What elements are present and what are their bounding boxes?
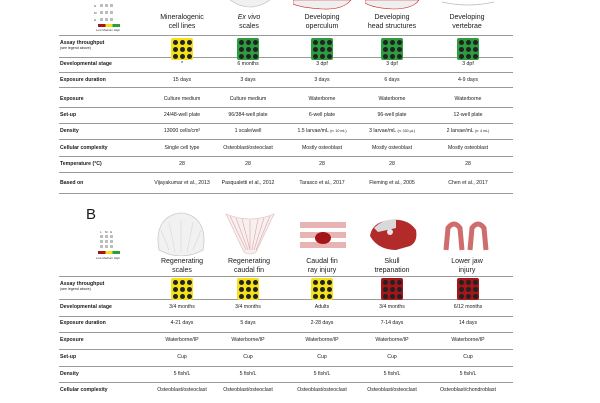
cell: Mostly osteoblast [301, 145, 343, 151]
well-dot [397, 287, 402, 292]
cell: 28 [389, 161, 395, 167]
cell: Waterborne [378, 96, 406, 102]
cell: 14 days [458, 320, 478, 326]
well-dot [390, 287, 395, 292]
well-dot [187, 280, 192, 285]
col-a2-title: Ex vivo scales [237, 14, 261, 30]
cell: Cup [317, 354, 327, 360]
well-dot [466, 47, 471, 52]
legend-b-label-m: M [105, 230, 108, 234]
well-dot [313, 54, 318, 59]
cell: Chen et al., 2017 [448, 180, 488, 186]
col-a3-title: Developing operculum [304, 14, 340, 30]
cell: Cup [177, 354, 187, 360]
row-label: Assay throughput (see legend above) [60, 281, 105, 291]
legend-a-label-h: H [94, 18, 97, 22]
well-dot [253, 54, 258, 59]
cell: * [180, 61, 184, 67]
well-dot [473, 287, 478, 292]
cell: 6-well plate [308, 112, 336, 118]
well-dot [397, 294, 402, 299]
cell: 3 larvae/mL (n: 330 µL) [369, 128, 415, 134]
cell: 5 fish/L [459, 371, 477, 377]
cell: 3 days [314, 77, 330, 83]
cell: 3/4 months [169, 304, 195, 310]
row-label: Exposure duration [60, 320, 106, 326]
cell: 6 days [384, 77, 400, 83]
assay-grid-green [381, 38, 403, 60]
col-b4-title: Skull trepanation [374, 258, 410, 274]
well-dot [313, 280, 318, 285]
legend-a [94, 2, 134, 32]
assay-grid-yellow [171, 278, 193, 300]
row-label: Developmental stage [60, 61, 112, 67]
well-dot [239, 287, 244, 292]
cell: 15 days [172, 77, 192, 83]
cell: 13000 cells/cm² [163, 128, 201, 134]
cell: Osteoblast/osteoclast [223, 145, 273, 151]
well-dot [246, 294, 251, 299]
well-dot [397, 47, 402, 52]
well-dot [390, 280, 395, 285]
cell: 5 days [240, 320, 256, 326]
well-dot [173, 40, 178, 45]
assay-grid-darkred [457, 278, 479, 300]
well-dot [246, 54, 251, 59]
cell: Tarasco et al., 2017 [299, 180, 345, 186]
well-dot [466, 40, 471, 45]
cell: 3 dpf [386, 61, 398, 67]
well-dot [313, 294, 318, 299]
well-dot [173, 294, 178, 299]
well-dot [313, 40, 318, 45]
cell: Waterborne [308, 96, 336, 102]
well-dot [459, 280, 464, 285]
cell: 96-well plate [377, 112, 407, 118]
cell: Culture medium [229, 96, 267, 102]
col-a4-title: Developing head structures [367, 14, 417, 30]
well-dot [253, 294, 258, 299]
well-dot [397, 40, 402, 45]
well-dot [187, 287, 192, 292]
row-label: Set-up [60, 354, 77, 360]
row-label: Exposure duration [60, 77, 106, 83]
well-dot [327, 54, 332, 59]
cell: 3 dpf [462, 61, 474, 67]
cell: Waterborne/IP [231, 337, 265, 343]
well-dot [187, 47, 192, 52]
section-a [0, 0, 600, 200]
cell: 6 months [237, 61, 259, 67]
well-dot [180, 294, 185, 299]
well-dot [459, 54, 464, 59]
well-dot [466, 280, 471, 285]
well-dot [459, 287, 464, 292]
legend-b-label-l: L [100, 230, 102, 234]
cell: 5 fish/L [383, 371, 401, 377]
well-dot [320, 280, 325, 285]
assay-grid-yellow [237, 278, 259, 300]
larva-head-icon [365, 0, 421, 12]
row-label: Temperature (°C) [60, 161, 102, 167]
well-dot [459, 294, 464, 299]
well-dot [253, 280, 258, 285]
cell: 28 [245, 161, 251, 167]
cell: 5 fish/L [313, 371, 331, 377]
well-dot [313, 47, 318, 52]
well-dot [327, 40, 332, 45]
well-dot [327, 287, 332, 292]
cell: Waterborne [454, 96, 482, 102]
row-label: Density [60, 371, 79, 377]
well-dot [390, 40, 395, 45]
cell: 3/4 months [235, 304, 261, 310]
row-label: Density [60, 128, 79, 134]
cell: 5 fish/L [173, 371, 191, 377]
well-dot [397, 54, 402, 59]
row-label: Cellular complexity [60, 387, 108, 393]
row-label: Exposure [60, 337, 84, 343]
well-dot [397, 280, 402, 285]
well-dot [187, 40, 192, 45]
well-dot [473, 47, 478, 52]
fin-ray-icon [298, 218, 348, 252]
cell: Pasqualetti et al., 2012 [221, 180, 275, 186]
legend-b-colorbar [98, 251, 120, 254]
row-label: Developmental stage [60, 304, 112, 310]
well-dot [320, 40, 325, 45]
well-dot [313, 287, 318, 292]
jaw-icon [440, 218, 492, 254]
cell: Mostly osteoblast [371, 145, 413, 151]
cell: 3/4 months [379, 304, 405, 310]
well-dot [383, 47, 388, 52]
legend-a-label-s: S [94, 4, 97, 8]
row-label: Cellular complexity [60, 145, 108, 151]
well-dot [473, 280, 478, 285]
row-label: Assay throughput (see legend above) [60, 40, 105, 50]
well-dot [180, 287, 185, 292]
cell: Fleming et al., 2005 [369, 180, 415, 186]
well-dot [383, 294, 388, 299]
cell: 28 [319, 161, 325, 167]
caudal-fin-icon [222, 210, 278, 256]
well-dot [173, 54, 178, 59]
well-dot [459, 47, 464, 52]
cell: 4-9 days [458, 77, 478, 83]
assay-grid-darkred [381, 278, 403, 300]
cell: 12-well plate [453, 112, 483, 118]
col-b5-title: Lower jaw injury [451, 258, 483, 274]
well-dot [473, 40, 478, 45]
well-dot [180, 40, 185, 45]
cell: Waterborne/IP [165, 337, 199, 343]
cell: Waterborne/IP [375, 337, 409, 343]
legend-b-scale: Low Medium High [96, 256, 121, 260]
well-dot [239, 54, 244, 59]
well-dot [320, 294, 325, 299]
cell: Cup [243, 354, 253, 360]
cell: 4-21 days [170, 320, 194, 326]
well-dot [253, 47, 258, 52]
legend-a-label-m: M [94, 11, 97, 15]
legend-b [94, 230, 134, 264]
well-dot [246, 47, 251, 52]
cell: Adults [314, 304, 330, 310]
cell: 6/12 months [453, 304, 483, 310]
cell: Waterborne/IP [305, 337, 339, 343]
skull-icon [366, 214, 420, 254]
well-dot [390, 294, 395, 299]
col-b3-title: Caudal fin ray injury [306, 258, 338, 274]
scale-icon [228, 0, 272, 10]
well-dot [173, 287, 178, 292]
col-b1-title: Regenerating scales [160, 258, 204, 274]
cell: 2 larvae/mL (n: 4 mL) [446, 128, 490, 134]
well-dot [180, 280, 185, 285]
cell: Osteoblast/osteoclast [223, 387, 273, 393]
well-dot [473, 54, 478, 59]
legend-a-scale: Low Medium High [96, 28, 121, 32]
cell: Waterborne/IP [451, 337, 485, 343]
legend-b-label-h: H [110, 230, 113, 234]
assay-grid-yellow [311, 278, 333, 300]
well-dot [187, 294, 192, 299]
cell: 28 [465, 161, 471, 167]
well-dot [246, 280, 251, 285]
well-dot [239, 40, 244, 45]
cell: Osteoblast/osteoclast [367, 387, 417, 393]
assay-grid-green [237, 38, 259, 60]
section-b [0, 200, 600, 403]
cell: Osteoblast/osteoclast [297, 387, 347, 393]
well-dot [383, 54, 388, 59]
cell: 96/384-well plate [228, 112, 268, 118]
cell: Vijayakumar et al., 2013 [154, 180, 210, 186]
well-dot [320, 47, 325, 52]
well-dot [180, 54, 185, 59]
well-dot [173, 47, 178, 52]
cell: Cup [463, 354, 473, 360]
well-dot [383, 287, 388, 292]
cell: Mostly osteoblast [447, 145, 489, 151]
cell: 7-14 days [380, 320, 404, 326]
cell: 24/48-well plate [163, 112, 201, 118]
col-a5-title: Developing vertebrae [449, 14, 485, 30]
well-dot [327, 280, 332, 285]
assay-grid-green [457, 38, 479, 60]
well-dot [390, 54, 395, 59]
col-a1-title: Mineralogenic cell lines [160, 14, 204, 30]
row-label: Set-up [60, 112, 77, 118]
well-dot [466, 294, 471, 299]
well-dot [253, 40, 258, 45]
cell: Osteoblast/chondroblast [440, 387, 496, 393]
cell: Single cell type [164, 145, 200, 151]
well-dot [466, 54, 471, 59]
cell: Culture medium [163, 96, 201, 102]
cell: 28 [179, 161, 185, 167]
well-dot [466, 287, 471, 292]
well-dot [180, 47, 185, 52]
well-dot [246, 287, 251, 292]
well-dot [320, 287, 325, 292]
section-b-letter: B [86, 206, 97, 223]
row-label: Exposure [60, 96, 84, 102]
legend-a-colorbar [98, 24, 120, 27]
cell: Cup [387, 354, 397, 360]
well-dot [320, 54, 325, 59]
col-b2-title: Regenerating caudal fin [227, 258, 271, 274]
well-dot [327, 294, 332, 299]
well-dot [327, 47, 332, 52]
well-dot [187, 54, 192, 59]
well-dot [473, 294, 478, 299]
well-dot [459, 40, 464, 45]
assay-grid-green [311, 38, 333, 60]
cell: 1 scale/well [234, 128, 262, 134]
well-dot [239, 47, 244, 52]
cell: 2-28 days [310, 320, 334, 326]
well-dot [173, 280, 178, 285]
well-dot [239, 280, 244, 285]
larva-head-icon [293, 0, 353, 12]
cell: 3 dpf [316, 61, 328, 67]
well-dot [246, 40, 251, 45]
scale-icon [155, 210, 207, 256]
cell: 3 days [240, 77, 256, 83]
well-dot [383, 280, 388, 285]
assay-grid-yellow [171, 38, 193, 60]
well-dot [383, 40, 388, 45]
row-label: Based on [60, 180, 84, 186]
cell: Osteoblast/osteoclast [157, 387, 207, 393]
well-dot [390, 47, 395, 52]
larva-icon [440, 0, 496, 10]
well-dot [239, 294, 244, 299]
cell: 5 fish/L [239, 371, 257, 377]
cell: 1.5 larvae/mL (n: 10 mL) [297, 128, 347, 134]
well-dot [253, 287, 258, 292]
